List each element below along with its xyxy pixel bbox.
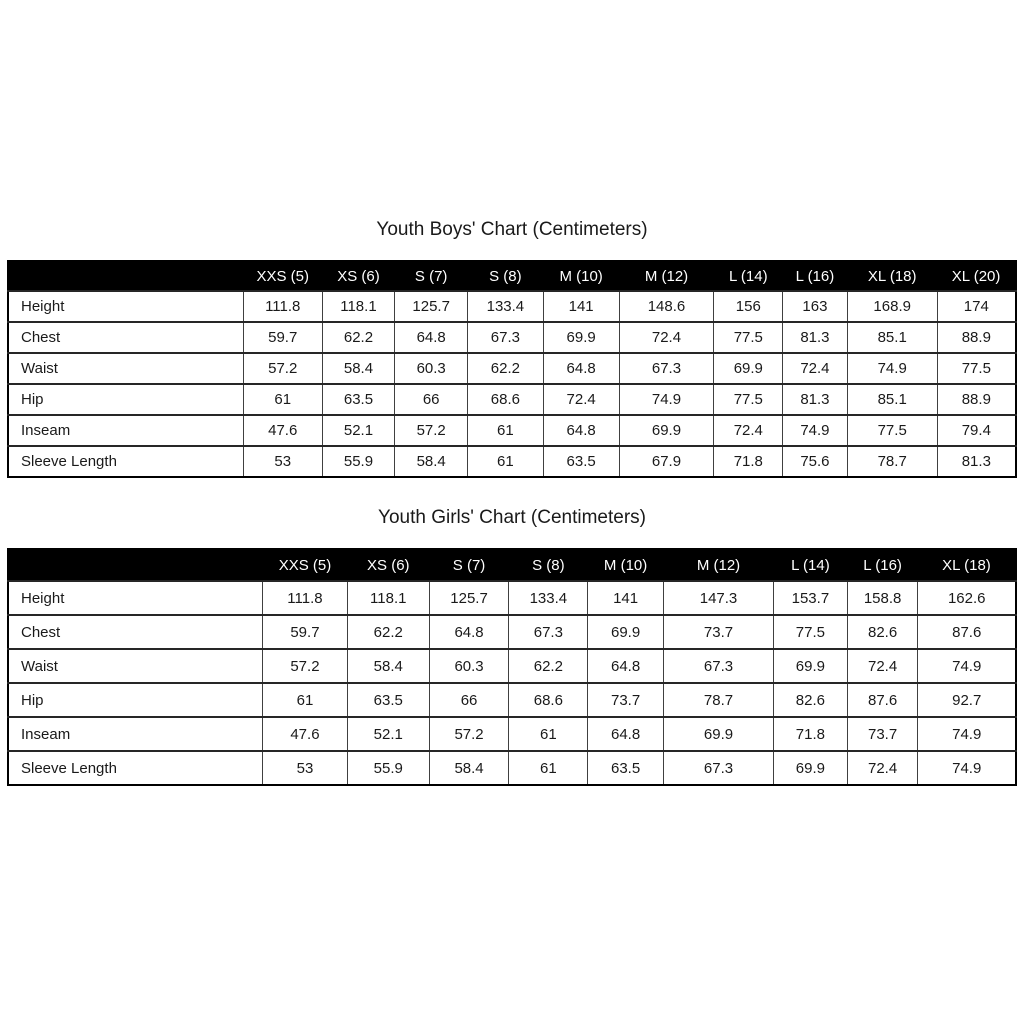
table-row (8, 415, 1016, 446)
corner-cell (8, 261, 243, 291)
measurement-value: 118.1 (322, 291, 395, 322)
measurement-value: 57.2 (243, 353, 322, 384)
measurement-value: 78.7 (847, 446, 937, 477)
measurement-value: 87.6 (847, 683, 918, 717)
measurement-value: 69.9 (588, 615, 664, 649)
size-column-header: L (16) (783, 261, 848, 291)
measurement-value: 78.7 (663, 683, 773, 717)
size-column-header: S (8) (468, 261, 544, 291)
size-column-header: XXS (5) (243, 261, 322, 291)
boys-chart-section (0, 218, 1024, 478)
measurement-label: Inseam (8, 415, 243, 446)
measurement-value: 77.5 (937, 353, 1016, 384)
measurement-value: 69.9 (619, 415, 714, 446)
measurement-value: 69.9 (774, 751, 848, 785)
measurement-label: Inseam (8, 717, 263, 751)
size-column-header: XL (18) (918, 549, 1016, 581)
measurement-value: 141 (543, 291, 619, 322)
measurement-value: 81.3 (937, 446, 1016, 477)
measurement-value: 74.9 (783, 415, 848, 446)
measurement-value: 57.2 (395, 415, 468, 446)
measurement-value: 64.8 (543, 415, 619, 446)
header-row (8, 261, 1016, 291)
size-column-header: XS (6) (322, 261, 395, 291)
measurement-value: 52.1 (322, 415, 395, 446)
measurement-label: Waist (8, 353, 243, 384)
measurement-value: 148.6 (619, 291, 714, 322)
measurement-value: 72.4 (619, 322, 714, 353)
measurement-value: 58.4 (347, 649, 429, 683)
measurement-value: 63.5 (588, 751, 664, 785)
measurement-value: 68.6 (509, 683, 588, 717)
measurement-value: 168.9 (847, 291, 937, 322)
measurement-value: 72.4 (783, 353, 848, 384)
measurement-value: 62.2 (347, 615, 429, 649)
measurement-value: 147.3 (663, 581, 773, 615)
measurement-label: Height (8, 291, 243, 322)
table-row (8, 751, 1016, 785)
measurement-value: 67.3 (663, 751, 773, 785)
size-column-header: L (14) (714, 261, 783, 291)
measurement-value: 85.1 (847, 384, 937, 415)
measurement-value: 74.9 (918, 751, 1016, 785)
size-column-header: XL (18) (847, 261, 937, 291)
measurement-value: 141 (588, 581, 664, 615)
measurement-value: 64.8 (429, 615, 509, 649)
measurement-value: 74.9 (918, 649, 1016, 683)
measurement-label: Chest (8, 322, 243, 353)
measurement-value: 55.9 (322, 446, 395, 477)
measurement-value: 52.1 (347, 717, 429, 751)
measurement-label: Sleeve Length (8, 446, 243, 477)
measurement-value: 74.9 (619, 384, 714, 415)
table-row (8, 384, 1016, 415)
measurement-value: 64.8 (543, 353, 619, 384)
measurement-value: 67.3 (509, 615, 588, 649)
measurement-value: 58.4 (395, 446, 468, 477)
measurement-value: 63.5 (543, 446, 619, 477)
measurement-value: 58.4 (322, 353, 395, 384)
size-column-header: M (12) (619, 261, 714, 291)
measurement-value: 69.9 (774, 649, 848, 683)
measurement-value: 61 (263, 683, 348, 717)
measurement-value: 163 (783, 291, 848, 322)
girls-table-body (8, 581, 1016, 785)
measurement-label: Hip (8, 384, 243, 415)
measurement-value: 81.3 (783, 384, 848, 415)
measurement-label: Height (8, 581, 263, 615)
measurement-value: 66 (395, 384, 468, 415)
measurement-value: 73.7 (588, 683, 664, 717)
measurement-value: 67.3 (663, 649, 773, 683)
size-column-header: M (10) (543, 261, 619, 291)
measurement-value: 57.2 (429, 717, 509, 751)
measurement-value: 67.3 (468, 322, 544, 353)
measurement-value: 64.8 (395, 322, 468, 353)
measurement-value: 125.7 (429, 581, 509, 615)
table-row (8, 581, 1016, 615)
measurement-value: 162.6 (918, 581, 1016, 615)
measurement-value: 66 (429, 683, 509, 717)
measurement-value: 74.9 (918, 717, 1016, 751)
measurement-value: 69.9 (543, 322, 619, 353)
measurement-value: 75.6 (783, 446, 848, 477)
table-row (8, 446, 1016, 477)
girls-size-table (7, 548, 1017, 786)
table-row (8, 615, 1016, 649)
measurement-value: 92.7 (918, 683, 1016, 717)
size-column-header: M (12) (663, 549, 773, 581)
measurement-value: 111.8 (263, 581, 348, 615)
size-column-header: S (7) (429, 549, 509, 581)
measurement-value: 153.7 (774, 581, 848, 615)
measurement-value: 64.8 (588, 649, 664, 683)
table-row (8, 649, 1016, 683)
measurement-value: 118.1 (347, 581, 429, 615)
measurement-value: 87.6 (918, 615, 1016, 649)
size-column-header: S (7) (395, 261, 468, 291)
measurement-value: 59.7 (243, 322, 322, 353)
measurement-value: 47.6 (243, 415, 322, 446)
measurement-value: 64.8 (588, 717, 664, 751)
measurement-value: 82.6 (774, 683, 848, 717)
measurement-value: 62.2 (322, 322, 395, 353)
measurement-value: 59.7 (263, 615, 348, 649)
measurement-value: 81.3 (783, 322, 848, 353)
measurement-value: 71.8 (774, 717, 848, 751)
measurement-value: 60.3 (429, 649, 509, 683)
measurement-value: 133.4 (468, 291, 544, 322)
measurement-value: 62.2 (468, 353, 544, 384)
measurement-value: 67.9 (619, 446, 714, 477)
measurement-label: Hip (8, 683, 263, 717)
girls-chart-section (0, 506, 1024, 786)
measurement-label: Sleeve Length (8, 751, 263, 785)
size-column-header: XXS (5) (263, 549, 348, 581)
measurement-label: Chest (8, 615, 263, 649)
measurement-value: 77.5 (847, 415, 937, 446)
measurement-value: 67.3 (619, 353, 714, 384)
measurement-value: 61 (243, 384, 322, 415)
measurement-value: 77.5 (774, 615, 848, 649)
measurement-value: 61 (468, 446, 544, 477)
measurement-value: 71.8 (714, 446, 783, 477)
measurement-value: 53 (263, 751, 348, 785)
corner-cell (8, 549, 263, 581)
girls-chart-title: Youth Girls' Chart (Centimeters) (378, 507, 646, 528)
boys-size-table (7, 260, 1017, 478)
table-row (8, 322, 1016, 353)
size-column-header: M (10) (588, 549, 664, 581)
measurement-value: 55.9 (347, 751, 429, 785)
table-row (8, 353, 1016, 384)
measurement-value: 61 (509, 751, 588, 785)
girls-table-header (8, 549, 1016, 581)
measurement-value: 73.7 (663, 615, 773, 649)
measurement-value: 72.4 (543, 384, 619, 415)
measurement-value: 63.5 (322, 384, 395, 415)
measurement-value: 47.6 (263, 717, 348, 751)
measurement-value: 158.8 (847, 581, 918, 615)
measurement-value: 69.9 (663, 717, 773, 751)
measurement-value: 79.4 (937, 415, 1016, 446)
size-column-header: L (16) (847, 549, 918, 581)
measurement-value: 74.9 (847, 353, 937, 384)
measurement-value: 156 (714, 291, 783, 322)
measurement-label: Waist (8, 649, 263, 683)
measurement-value: 85.1 (847, 322, 937, 353)
size-column-header: XL (20) (937, 261, 1016, 291)
size-column-header: S (8) (509, 549, 588, 581)
measurement-value: 125.7 (395, 291, 468, 322)
table-row (8, 683, 1016, 717)
measurement-value: 53 (243, 446, 322, 477)
measurement-value: 57.2 (263, 649, 348, 683)
measurement-value: 133.4 (509, 581, 588, 615)
measurement-value: 82.6 (847, 615, 918, 649)
header-row (8, 549, 1016, 581)
measurement-value: 61 (468, 415, 544, 446)
measurement-value: 73.7 (847, 717, 918, 751)
measurement-value: 174 (937, 291, 1016, 322)
measurement-value: 58.4 (429, 751, 509, 785)
size-column-header: L (14) (774, 549, 848, 581)
boys-table-header (8, 261, 1016, 291)
measurement-value: 62.2 (509, 649, 588, 683)
measurement-value: 77.5 (714, 384, 783, 415)
size-column-header: XS (6) (347, 549, 429, 581)
measurement-value: 88.9 (937, 322, 1016, 353)
measurement-value: 68.6 (468, 384, 544, 415)
measurement-value: 111.8 (243, 291, 322, 322)
table-row (8, 291, 1016, 322)
measurement-value: 63.5 (347, 683, 429, 717)
measurement-value: 61 (509, 717, 588, 751)
table-row (8, 717, 1016, 751)
boys-table-body (8, 291, 1016, 477)
measurement-value: 69.9 (714, 353, 783, 384)
measurement-value: 72.4 (847, 751, 918, 785)
measurement-value: 77.5 (714, 322, 783, 353)
boys-chart-title: Youth Boys' Chart (Centimeters) (376, 219, 648, 240)
measurement-value: 88.9 (937, 384, 1016, 415)
measurement-value: 60.3 (395, 353, 468, 384)
measurement-value: 72.4 (714, 415, 783, 446)
measurement-value: 72.4 (847, 649, 918, 683)
